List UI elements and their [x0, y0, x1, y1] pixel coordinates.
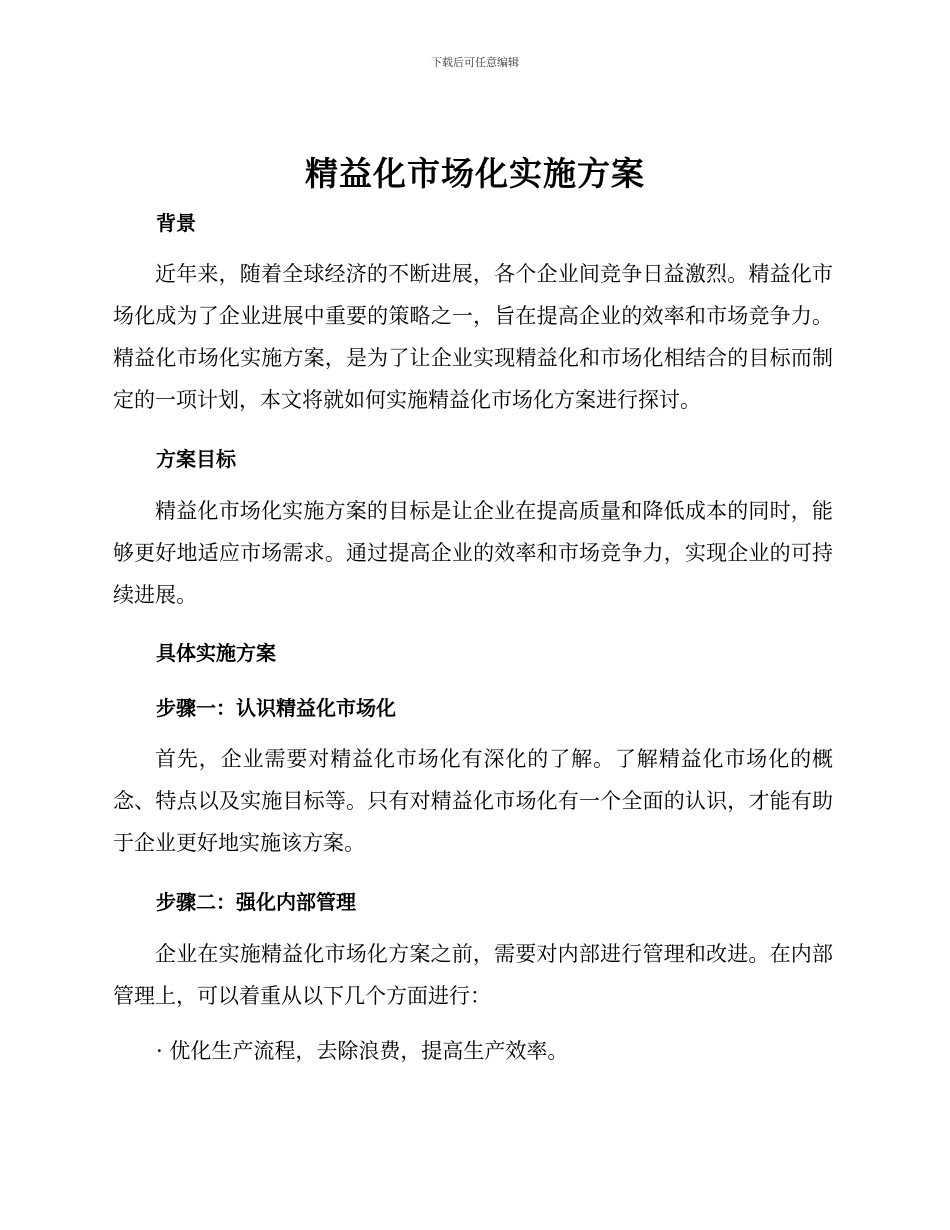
list-item: · 优化生产流程，去除浪费，提高生产效率。: [156, 1039, 569, 1063]
section-heading-plan: 具体实施方案: [156, 641, 276, 665]
section-heading-background: 背景: [156, 211, 196, 235]
paragraph-background: 近年来，随着全球经济的不断进展，各个企业间竞争日益激烈。精益化市场化成为了企业进展中重要的策略之一，旨在提高企业的效率和市场竞争力。精益化市场化实施方案，是为了让企业实现精益化和市场化相结合的目标而制定的一项计划，本文将就如何实施精益化市场化方案进行探讨。: [113, 262, 833, 412]
section-heading-goal: 方案目标: [156, 447, 236, 471]
paragraph-step1: 首先，企业需要对精益化市场化有深化的了解。了解精益化市场化的概念、特点以及实施目标等。只有对精益化市场化有一个全面的认识，才能有助于企业更好地实施该方案。: [113, 747, 833, 855]
paragraph-step2: 企业在实施精益化市场化方案之前，需要对内部进行管理和改进。在内部管理上，可以着重从以下几个方面进行：: [113, 942, 833, 1008]
document-title: 精益化市场化实施方案: [305, 154, 645, 193]
section-heading-step2: 步骤二：强化内部管理: [156, 890, 356, 914]
section-heading-step1: 步骤一：认识精益化市场化: [156, 696, 396, 720]
page-header-note: 下载后可任意编辑: [431, 56, 519, 69]
paragraph-goal: 精益化市场化实施方案的目标是让企业在提高质量和降低成本的同时，能够更好地适应市场需求。通过提高企业的效率和市场竞争力，实现企业的可持续进展。: [113, 499, 833, 607]
